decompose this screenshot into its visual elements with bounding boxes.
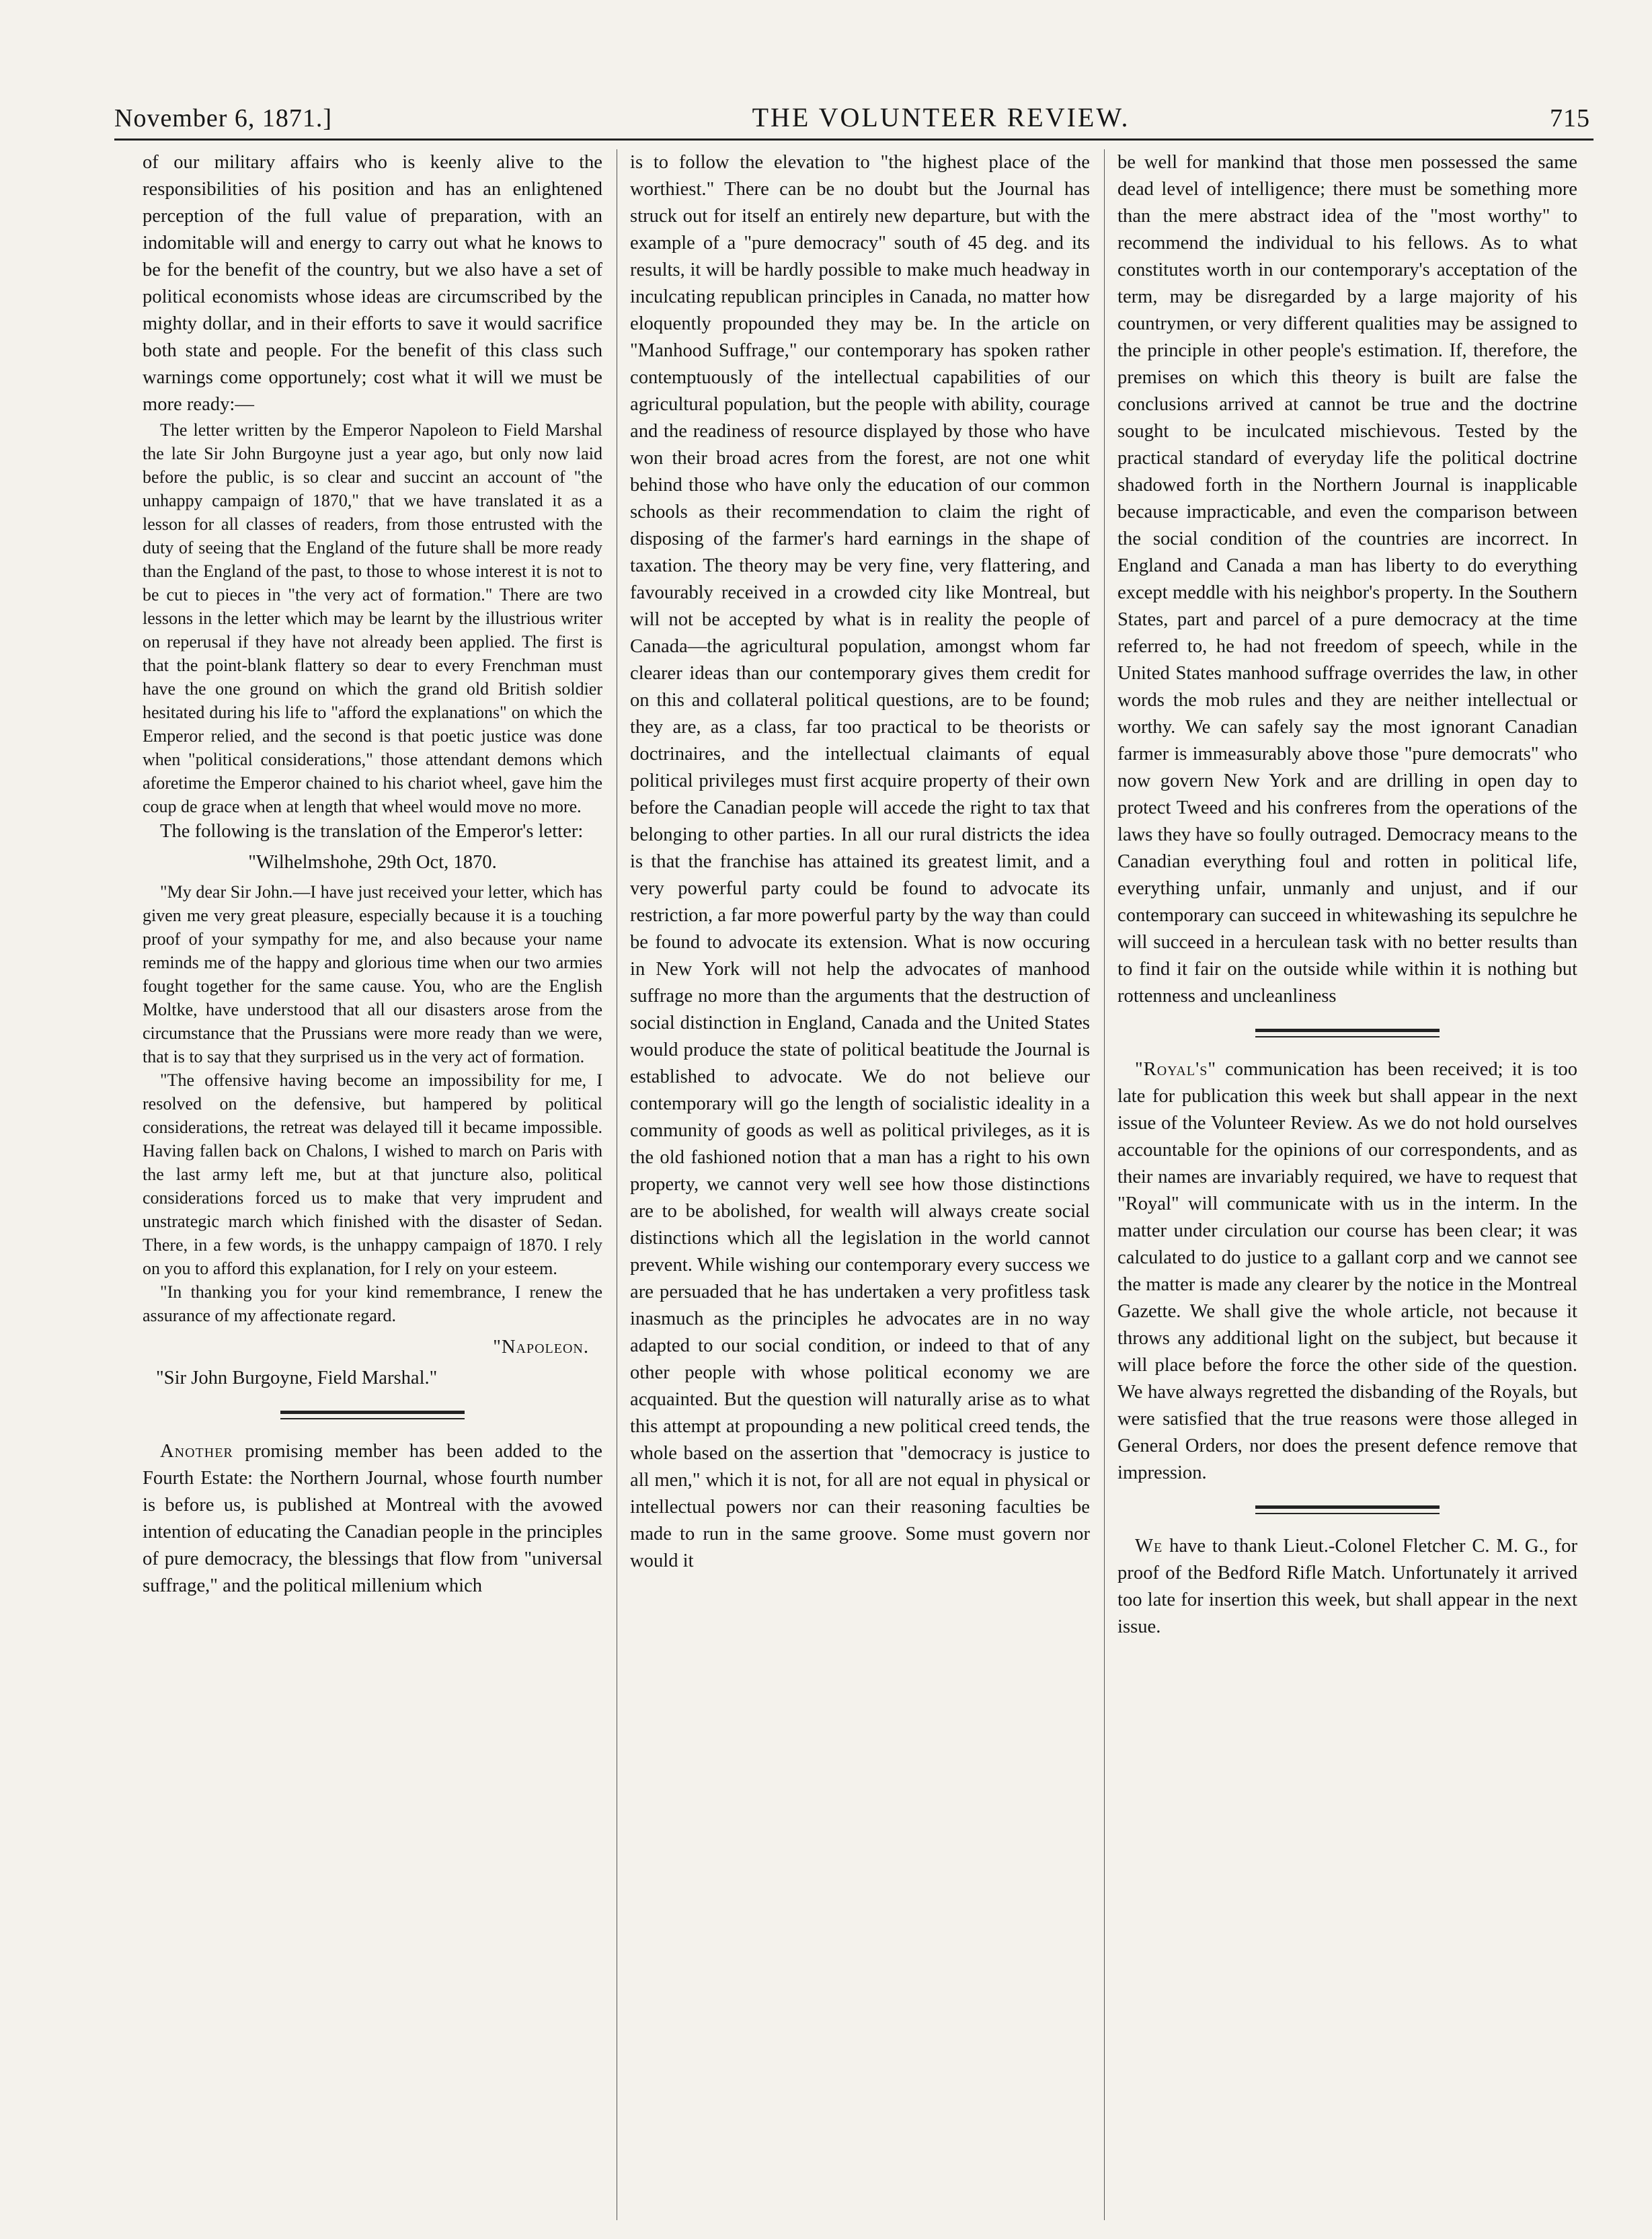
column-1: [143, 149, 602, 2220]
column-3: [1117, 149, 1577, 2220]
column-2: [630, 149, 1090, 2220]
section-separator: [280, 1411, 465, 1419]
letter-addressee: "Sir John Burgoyne, Field Marshal.": [156, 1368, 438, 1388]
paragraph-text: promising member has been added to the Fourth Estate: the Northern Journal, whose fourth number is before us, is published at Montreal with the avowed intention of educating the Canadian people in the principles of pure democracy, the blessings that flow from "universal suffrage," and the political millenium which: [143, 1441, 602, 1596]
paragraph-text: have to thank Lieut.-Colonel Fletcher C. M. G., for proof of the Bedford Rifle Match. Unfortunately it arrived too late for insertion this week, but shall appear in the next issue.: [1117, 1536, 1577, 1637]
paragraph: is to follow the elevation to "the highest place of the worthiest." There can be no doubt but the Journal has struck out for itself an entirely new departure, but with the example of a "pure democracy" south of 45 deg. and its results, it will be hardly possible to make much headway in inculcating republican principles in Canada, no matter how eloquently propounded they may be. In the article on "Manhood Suffrage," our contemporary has spoken rather contemptuously of the intellectual capabilities of our agricultural population, but the people with ability, courage and the readiness of resource displayed by those who have won their broad acres from the forest, are not one whit behind those who have only the education of our common schools as their recommendation to claim the right of disposing of the farmer's hard earnings in the shape of taxation. The theory may be very fine, very flattering, and favourably received in a crowded city like Montreal, but will not be accepted by what is in reality the people of Canada—the agricultural population, amongst whom far clearer ideas than our contemporary gives them credit for on this and collateral political questions, are to be found; they are, as a class, far too practical to be theorists or doctrinaires, and the intellectual claimants of equal political privileges must first acquire property of their own before the Canadian people will accede the right to tax that belonging to other parties. In all our rural districts the idea is that the franchise has attained its greatest limit, and a very powerful party could be found to advocate its restriction, a far more powerful party by the way than could be found to advocate its extension. What is now occuring in New York will not help the advocates of manhood suffrage no more than the arguments that the destruction of social distinction in England, Canada and the United States would produce the state of political beatitude the Journal is established to advocate. We do not believe our contemporary will go the length of socialistic ideality in a community of goods as well as political privileges, as it is the old fashioned notion that a man has a right to his own property, we cannot very well see how those distinctions are to be abolished, for wealth will always create social distinctions which all the legislation in the world cannot prevent. While wishing our contemporary every success we are persuaded that he has undertaken a very profitless task inasmuch as the principles he advocates are in no way adapted to our social condition, or indeed to that of any other people with whose political economy we are acquainted. But the question will naturally arise as to what this attempt at propounding a new political creed tends, the whole based on the assertion that "democracy is justice to all men," which it is not, for all are not equal in physical or intellectual powers nor can their reasoning faculties be made to run in the same groove. Some must govern nor would it: [630, 152, 1090, 1571]
header-rule: [114, 139, 1594, 141]
section-separator: [1255, 1029, 1440, 1037]
paragraph: [1117, 1533, 1577, 1641]
section-separator: [1255, 1505, 1440, 1514]
page-number: 715: [1550, 104, 1590, 132]
paragraph: be well for mankind that those men possessed the same dead level of intelligence; there must be something more than the mere abstract idea of the "most worthy" to recommend the individual to his fellows. As to what constitutes worth in our contemporary's acceptation of the term, may be disregarded by a large majority of his countrymen, or very different qualities may be assigned to the principle in other people's estimation. If, therefore, the premises on which this theory is built are false the conclusions arrived at cannot be true and the doctrine sought to be inculcated mischievous. Tested by the practical standard of everyday life the political doctrine shadowed forth in the Northern Journal is inapplicable because impracticable, and even the comparison between the social condition of the countries are incorrect. In England and Canada a man has liberty to do everything except meddle with his neighbor's property. In the Southern States, part and parcel of a pure democracy at the time referred to, he had not freedom of speech, while in the United States manhood suffrage overrides the law, in other words the mob rules and they are neither intellectual or worthy. We can safely say the most ignorant Canadian farmer is immeasurably above those "pure democrats" who now govern New York and are drilling in open day to protect Tweed and his confreres from the operations of the laws they have so foully outraged. Democracy means to the Canadian everything foul and rotten in political life, everything unfair, unmanly and unjust, and if our contemporary can succeed in whitewashing its sepulchre he will succeed in a herculean task with no better results than to find it fair on the outside while within it is nothing but rottenness and uncleanliness: [1117, 152, 1577, 1007]
paragraph: [1117, 1056, 1577, 1487]
letter-paragraph: "The offensive having become an impossibility for me, I resolved on the defensive, but hampered by political considerations, the retreat was delayed till it became impossible. Having fallen back on Chalons, I wished to march on Paris with the last army left me, but at that juncture also, political considerations forced us to make that very imprudent and unstrategic march which finished with the disaster of Sedan. There, in a few words, is the unhappy campaign of 1870. I rely on you to afford this explanation, for I rely on your esteem.: [143, 1070, 602, 1278]
issue-date: November 6, 1871.]: [114, 104, 333, 132]
letter-signature: "Napoleon.: [493, 1337, 589, 1358]
paragraph: of our military affairs who is keenly alive to the responsibilities of his position and has an enlightened perception of the full value of preparation, with an indomitable will and energy to carry out what he knows to be for the benefit of the country, but we also have a set of political economists whose ideas are circumscribed by the mighty dollar, and in their efforts to save it would sacrifice both state and people. For the benefit of this class such warnings come opportunely; cost what it will we must be more ready:—: [143, 152, 602, 415]
column-divider: [1104, 149, 1105, 2220]
letter-paragraph: "My dear Sir John.—I have just received your letter, which has given me very great pleasure, especially because it is a touching proof of your sympathy for me, and also because your name reminds me of the happy and glorious time when our two armies fought together for the same cause. You, who are the English Moltke, have understood that all our disasters arose from the circumstance that the Prussians were more ready than we were, that is to say that they surprised us in the very act of formation.: [143, 882, 602, 1066]
letter-dateline: "Wilhelmshohe, 29th Oct, 1870.: [248, 852, 497, 873]
masthead-title: THE VOLUNTEER REVIEW.: [752, 102, 1130, 132]
paragraph: The following is the translation of the Emperor's letter:: [160, 821, 584, 842]
lead-word: "Royal's": [1135, 1059, 1217, 1080]
paragraph-text: communication has been received; it is too late for publication this week but shall appear in the next issue of the Volunteer Review. As we do not hold ourselves accountable for the opinions of our correspondents, and as their names are invariably required, we have to request that "Royal" will communicate with us in the interm. In the matter under circulation our course has been clear; it was calculated to do justice to a gallant corp and we cannot see the matter is made any clearer by the notice in the Montreal Gazette. We shall give the whole article, not because it throws any additional light on the subject, but because it will place before the force the other side of the question. We have always regretted the disbanding of the Royals, but were satisfied that the true reasons were those alleged in General Orders, nor does the present defence remove that impression.: [1117, 1059, 1577, 1483]
paragraph: The letter written by the Emperor Napoleon to Field Marshal the late Sir John Burgoyne just a year ago, but only now laid before the public, is so clear and succint an account of "the unhappy campaign of 1870," that we have translated it as a lesson for all classes of readers, from those entrusted with the duty of seeing that the England of the future shall be more ready than the England of the past, to those to whose interest it is not to be cut to pieces in "the very act of formation." There are two lessons in the letter which may be learnt by the illustrious writer on reperusal if they have not already been applied. The first is that the point-blank flattery so dear to every Frenchman must have the one ground on which the grand old British soldier hesitated during his life to "afford the explanations" on which the Emperor relied, and the second is that poetic justice was done when "political considerations," those attendant demons which aforetime the Emperor chained to his chariot wheel, gave him the coup de grace when at length that wheel would move no more.: [143, 420, 602, 816]
lead-word: Another: [160, 1441, 233, 1462]
lead-word: We: [1135, 1536, 1163, 1557]
paragraph: [143, 1438, 602, 1600]
page-header: [114, 93, 1590, 133]
letter-paragraph: "In thanking you for your kind remembrance, I renew the assurance of my affectionate regard.: [143, 1282, 602, 1325]
